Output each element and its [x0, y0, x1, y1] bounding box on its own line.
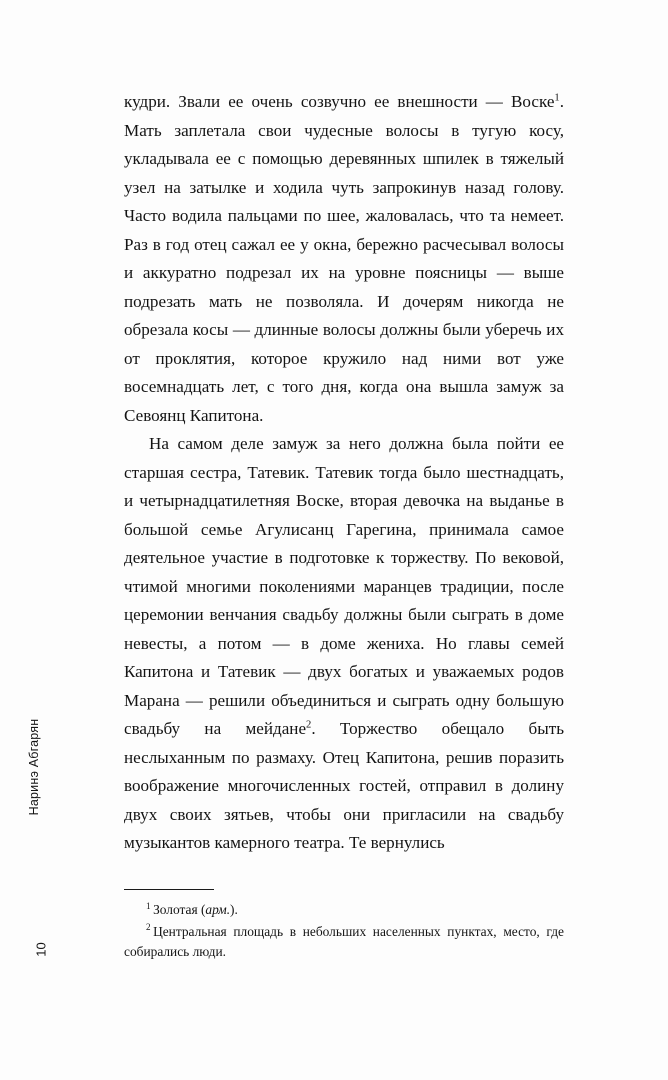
footnote-marker-1[interactable]: 1 [554, 92, 560, 104]
paragraph-1-text-before-marker: кудри. Звали ее очень созвучно ее внешности — Воске [124, 92, 555, 111]
left-margin-rail [0, 0, 112, 1080]
paragraph-2 [124, 430, 564, 858]
footnote-2-text: Центральная площадь в небольших населенных пунктах, место, где собирались люди. [124, 923, 564, 959]
running-head-author: Наринэ Абгарян [27, 718, 41, 816]
footnote-separator-rule [124, 889, 214, 890]
footnote-item-1 [124, 900, 564, 921]
paragraph-1 [124, 88, 564, 430]
footnote-item-2 [124, 922, 564, 963]
footnote-1-italic: арм. [205, 902, 231, 917]
footnote-marker-2[interactable]: 2 [306, 719, 312, 731]
footnote-1-marker: 1 [146, 900, 151, 911]
paragraph-2-text-after-marker: . Торжество обещало быть неслыханным по размаху. Отец Капитона, решив поразить воображение многочисленных гостей, отправил в долину двух своих зятьев, чтобы они пригласили на свадьбу музыкантов камерного театра. Те вернулись [124, 719, 564, 852]
footnote-2-marker: 2 [146, 922, 151, 933]
paragraph-1-text-after-marker: . Мать заплетала свои чудесные волосы в тугую косу, укладывала ее с помощью деревянных шпилек в тяжелый узел на затылке и ходила чуть запрокинув назад голову. Часто водила пальцами по шее, жаловалась, что та немеет. Раз в год отец сажал ее у окна, бережно расчесывал волосы и аккуратно подрезал их на уровне поясницы — выше подрезать мать не позволяла. И дочерям никогда не обрезала косы — длинные волосы должны были уберечь их от проклятия, которое кружило над ними вот уже восемнадцать лет, с того дня, когда она вышла замуж за Севоянц Капитона. [124, 92, 564, 425]
footnote-1-text: Золотая ( [153, 902, 206, 917]
body-text-column [124, 88, 564, 858]
page-number: 10 [33, 942, 49, 957]
footnote-1-tail: ). [230, 902, 238, 917]
footnote-block [124, 889, 564, 963]
paragraph-2-text-before-marker: На самом деле замуж за него должна была пойти ее старшая сестра, Татевик. Татевик тогда было шестнадцать, и четырнадцатилетняя Воске, вторая девочка на выданье в большой семье Агулисанц Гарегина, принимала самое деятельное участие в подготовке к торжеству. По вековой, чтимой многими поколениями маранцев традиции, после церемонии венчания свадьбу должны были сыграть в доме невесты, а потом — в доме жениха. Но главы семей Капитона и Татевик — двух богатых и уважаемых родов Марана — решили объединиться и сыграть одну большую свадьбу на мейдане [124, 434, 564, 738]
